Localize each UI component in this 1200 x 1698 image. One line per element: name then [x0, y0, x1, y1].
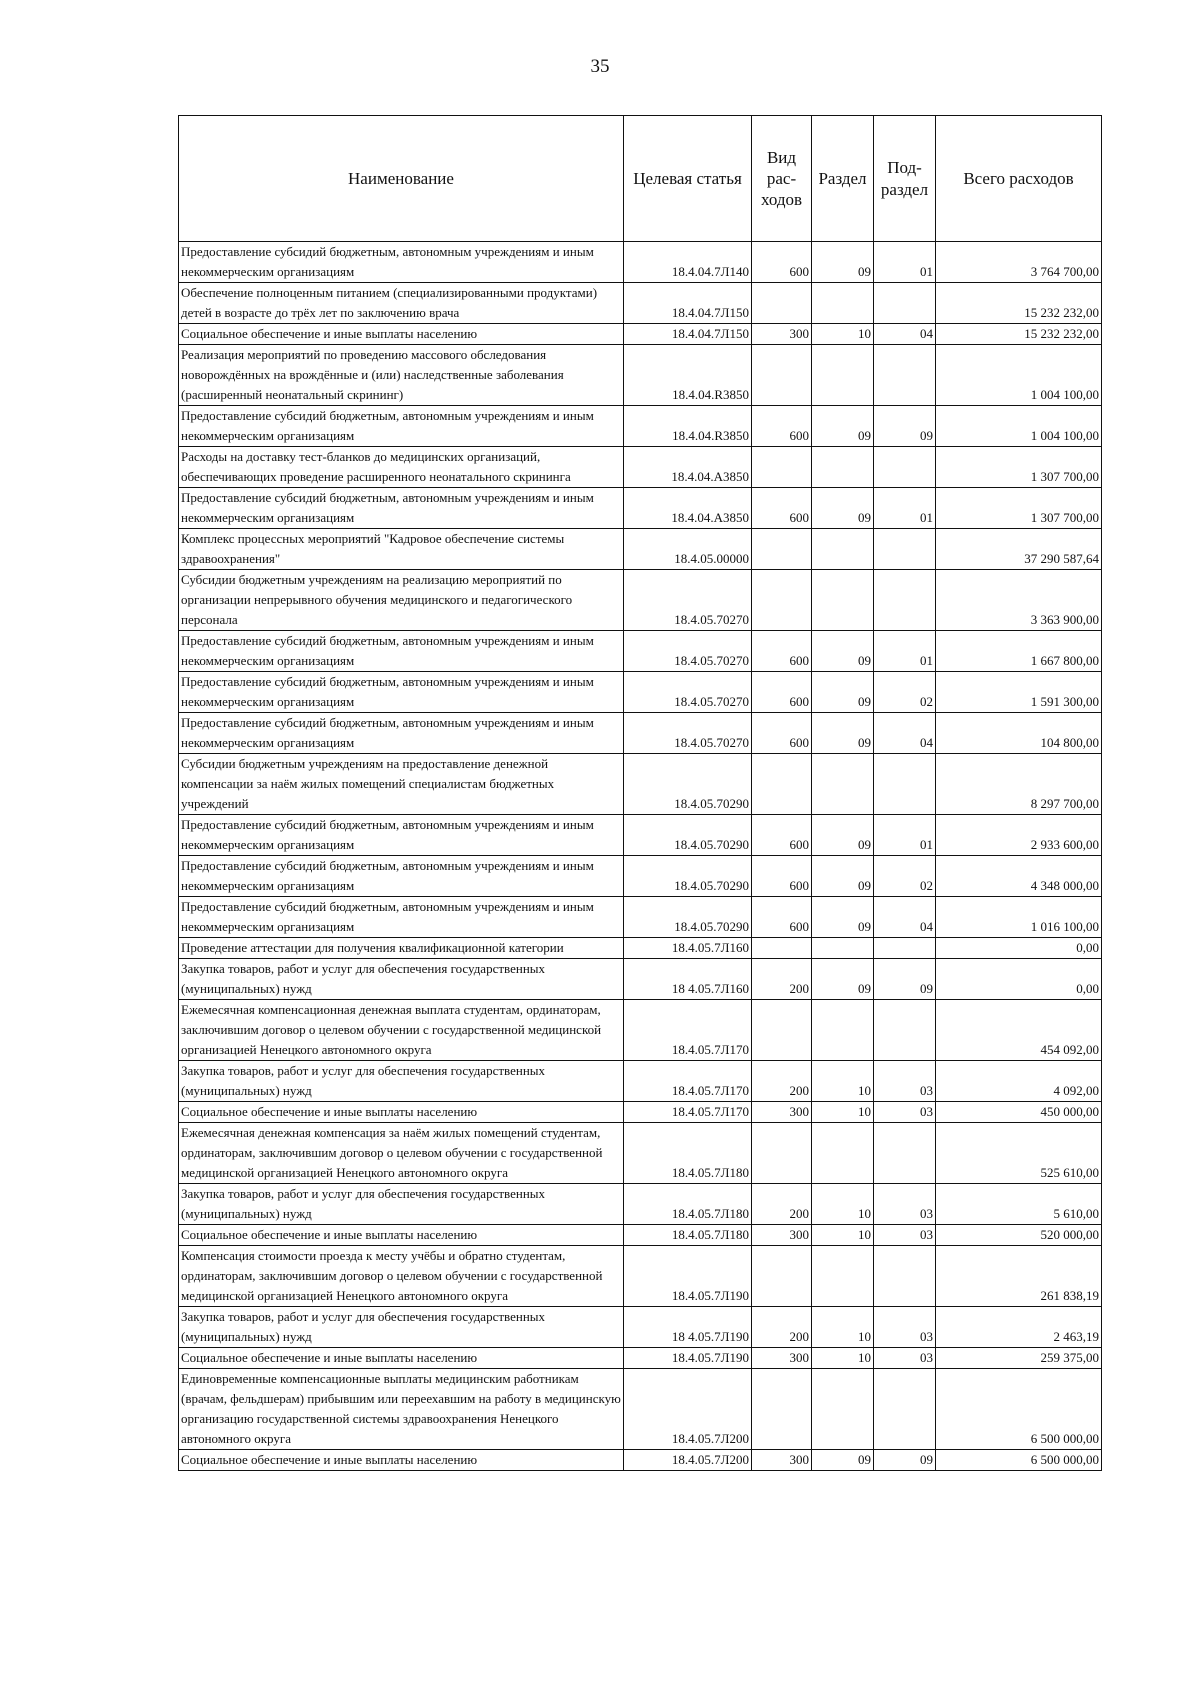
row-name: Закупка товаров, работ и услуг для обеспечения государственных (муниципальных) нужд — [179, 1184, 624, 1225]
row-subsection — [874, 570, 936, 631]
row-section — [812, 1000, 874, 1061]
table-row — [179, 1102, 1102, 1123]
row-name: Предоставление субсидий бюджетным, автономным учреждениям и иным некоммерческим организациям — [179, 815, 624, 856]
row-name: Комплекс процессных мероприятий "Кадровое обеспечение системы здравоохранения" — [179, 529, 624, 570]
row-total: 1 004 100,00 — [936, 406, 1102, 447]
row-section — [812, 1369, 874, 1450]
row-expense-type: 300 — [752, 1102, 812, 1123]
row-total: 3 363 900,00 — [936, 570, 1102, 631]
table-body — [179, 242, 1102, 1471]
row-name: Субсидии бюджетным учреждениям на предоставление денежной компенсации за наём жилых помещений специалистам бюджетных учреждений — [179, 754, 624, 815]
row-section: 09 — [812, 856, 874, 897]
row-target-article: 18.4.05.7Л200 — [624, 1450, 752, 1471]
row-expense-type: 300 — [752, 324, 812, 345]
row-section: 10 — [812, 1184, 874, 1225]
row-total: 4 348 000,00 — [936, 856, 1102, 897]
row-target-article: 18.4.05.70270 — [624, 672, 752, 713]
row-name: Расходы на доставку тест-бланков до медицинских организаций, обеспечивающих проведение расширенного неонатального скрининга — [179, 447, 624, 488]
row-target-article: 18.4.05.70290 — [624, 754, 752, 815]
row-expense-type: 600 — [752, 672, 812, 713]
budget-table-container — [178, 115, 1101, 1471]
row-subsection: 01 — [874, 488, 936, 529]
row-target-article: 18.4.05.70270 — [624, 713, 752, 754]
row-target-article: 18.4.04.7Л150 — [624, 283, 752, 324]
row-expense-type — [752, 1369, 812, 1450]
row-total: 6 500 000,00 — [936, 1369, 1102, 1450]
row-target-article: 18.4.05.70270 — [624, 570, 752, 631]
row-total: 1 016 100,00 — [936, 897, 1102, 938]
row-expense-type: 600 — [752, 897, 812, 938]
row-subsection: 03 — [874, 1102, 936, 1123]
row-target-article: 18.4.04.А3850 — [624, 488, 752, 529]
row-name: Закупка товаров, работ и услуг для обеспечения государственных (муниципальных) нужд — [179, 959, 624, 1000]
header-total: Всего расходов — [936, 116, 1102, 242]
header-row — [179, 116, 1102, 242]
row-subsection: 03 — [874, 1348, 936, 1369]
row-name: Предоставление субсидий бюджетным, автономным учреждениям и иным некоммерческим организациям — [179, 713, 624, 754]
budget-table — [178, 115, 1102, 1471]
row-section: 09 — [812, 242, 874, 283]
row-target-article: 18.4.05.7Л190 — [624, 1348, 752, 1369]
row-target-article: 18.4.05.70290 — [624, 856, 752, 897]
row-expense-type — [752, 1123, 812, 1184]
row-section: 09 — [812, 488, 874, 529]
table-row — [179, 672, 1102, 713]
row-name: Ежемесячная компенсационная денежная выплата студентам, ординаторам, заключившим договор о целевом обучении с государственной медицинской организацией Ненецкого автономного округа — [179, 1000, 624, 1061]
row-expense-type — [752, 938, 812, 959]
row-subsection: 09 — [874, 959, 936, 1000]
table-row — [179, 897, 1102, 938]
row-subsection: 01 — [874, 815, 936, 856]
header-section: Раздел — [812, 116, 874, 242]
row-expense-type: 300 — [752, 1348, 812, 1369]
row-total: 450 000,00 — [936, 1102, 1102, 1123]
row-expense-type — [752, 570, 812, 631]
row-section: 09 — [812, 897, 874, 938]
row-target-article: 18.4.04.7Л150 — [624, 324, 752, 345]
row-section — [812, 570, 874, 631]
row-target-article: 18.4.04.R3850 — [624, 345, 752, 406]
row-total: 2 463,19 — [936, 1307, 1102, 1348]
row-total: 15 232 232,00 — [936, 324, 1102, 345]
row-subsection: 02 — [874, 672, 936, 713]
row-total: 6 500 000,00 — [936, 1450, 1102, 1471]
row-target-article: 18.4.05.70290 — [624, 815, 752, 856]
table-row — [179, 1184, 1102, 1225]
row-name: Социальное обеспечение и иные выплаты населению — [179, 1102, 624, 1123]
row-total: 1 591 300,00 — [936, 672, 1102, 713]
row-target-article: 18.4.05.7Л170 — [624, 1061, 752, 1102]
row-name: Предоставление субсидий бюджетным, автономным учреждениям и иным некоммерческим организациям — [179, 856, 624, 897]
row-expense-type — [752, 1246, 812, 1307]
row-total: 3 764 700,00 — [936, 242, 1102, 283]
row-total: 454 092,00 — [936, 1000, 1102, 1061]
table-row — [179, 1246, 1102, 1307]
row-subsection — [874, 283, 936, 324]
table-row — [179, 938, 1102, 959]
row-subsection: 04 — [874, 713, 936, 754]
row-section: 09 — [812, 713, 874, 754]
row-section — [812, 938, 874, 959]
row-name: Предоставление субсидий бюджетным, автономным учреждениям и иным некоммерческим организациям — [179, 672, 624, 713]
row-section: 10 — [812, 1307, 874, 1348]
row-subsection — [874, 1123, 936, 1184]
row-target-article: 18.4.05.7Л170 — [624, 1102, 752, 1123]
table-row — [179, 1061, 1102, 1102]
row-section — [812, 529, 874, 570]
row-name: Социальное обеспечение и иные выплаты населению — [179, 1450, 624, 1471]
table-row — [179, 324, 1102, 345]
row-target-article: 18 4.05.7Л160 — [624, 959, 752, 1000]
table-row — [179, 1307, 1102, 1348]
row-total: 4 092,00 — [936, 1061, 1102, 1102]
table-row — [179, 488, 1102, 529]
row-target-article: 18.4.04.А3850 — [624, 447, 752, 488]
row-name: Проведение аттестации для получения квалификационной категории — [179, 938, 624, 959]
page-number: 35 — [590, 56, 610, 77]
row-expense-type — [752, 754, 812, 815]
row-target-article: 18.4.05.7Л180 — [624, 1225, 752, 1246]
table-row — [179, 631, 1102, 672]
row-name: Предоставление субсидий бюджетным, автономным учреждениям и иным некоммерческим организациям — [179, 631, 624, 672]
row-subsection — [874, 938, 936, 959]
header-subsection: Под-раздел — [874, 116, 936, 242]
row-total: 104 800,00 — [936, 713, 1102, 754]
row-subsection — [874, 1246, 936, 1307]
row-total: 1 307 700,00 — [936, 488, 1102, 529]
row-expense-type: 600 — [752, 631, 812, 672]
row-section: 10 — [812, 1061, 874, 1102]
row-subsection — [874, 1000, 936, 1061]
row-subsection: 03 — [874, 1061, 936, 1102]
row-target-article: 18.4.05.7Л180 — [624, 1123, 752, 1184]
row-section: 09 — [812, 406, 874, 447]
table-row — [179, 959, 1102, 1000]
table-row — [179, 856, 1102, 897]
row-expense-type — [752, 283, 812, 324]
row-section — [812, 447, 874, 488]
row-name: Реализация мероприятий по проведению массового обследования новорождённых на врождённые и (или) наследственные заболевания (расширенный неонатальный скрининг) — [179, 345, 624, 406]
table-row — [179, 754, 1102, 815]
row-name: Предоставление субсидий бюджетным, автономным учреждениям и иным некоммерческим организациям — [179, 406, 624, 447]
row-subsection — [874, 1369, 936, 1450]
row-section — [812, 283, 874, 324]
table-row — [179, 713, 1102, 754]
row-total: 1 667 800,00 — [936, 631, 1102, 672]
row-name: Закупка товаров, работ и услуг для обеспечения государственных (муниципальных) нужд — [179, 1061, 624, 1102]
header-expense-type: Вид рас-ходов — [752, 116, 812, 242]
row-name: Закупка товаров, работ и услуг для обеспечения государственных (муниципальных) нужд — [179, 1307, 624, 1348]
row-expense-type: 200 — [752, 1307, 812, 1348]
row-total: 37 290 587,64 — [936, 529, 1102, 570]
row-total: 520 000,00 — [936, 1225, 1102, 1246]
row-subsection: 02 — [874, 856, 936, 897]
row-name: Предоставление субсидий бюджетным, автономным учреждениям и иным некоммерческим организациям — [179, 242, 624, 283]
row-subsection: 09 — [874, 406, 936, 447]
row-subsection — [874, 529, 936, 570]
table-row — [179, 1225, 1102, 1246]
row-name: Обеспечение полноценным питанием (специализированными продуктами) детей в возрасте до трёх лет по заключению врача — [179, 283, 624, 324]
row-total: 1 307 700,00 — [936, 447, 1102, 488]
table-row — [179, 283, 1102, 324]
table-row — [179, 1369, 1102, 1450]
row-total: 8 297 700,00 — [936, 754, 1102, 815]
row-subsection: 04 — [874, 897, 936, 938]
row-section — [812, 754, 874, 815]
row-target-article: 18.4.05.7Л170 — [624, 1000, 752, 1061]
row-target-article: 18.4.05.70290 — [624, 897, 752, 938]
row-name: Ежемесячная денежная компенсация за наём жилых помещений студентам, ординаторам, заключившим договор о целевом обучении с государственной медицинской организацией Ненецкого автономного округа — [179, 1123, 624, 1184]
row-total: 2 933 600,00 — [936, 815, 1102, 856]
row-target-article: 18.4.05.7Л190 — [624, 1246, 752, 1307]
row-target-article: 18.4.05.00000 — [624, 529, 752, 570]
row-total: 0,00 — [936, 959, 1102, 1000]
row-section: 09 — [812, 1450, 874, 1471]
row-subsection — [874, 754, 936, 815]
row-name: Компенсация стоимости проезда к месту учёбы и обратно студентам, ординаторам, заключившим договор о целевом обучении с государственной медицинской организацией Ненецкого автономного округа — [179, 1246, 624, 1307]
table-row — [179, 570, 1102, 631]
row-name: Социальное обеспечение и иные выплаты населению — [179, 1348, 624, 1369]
row-expense-type: 200 — [752, 1184, 812, 1225]
row-section: 09 — [812, 672, 874, 713]
row-expense-type: 300 — [752, 1225, 812, 1246]
row-expense-type: 600 — [752, 856, 812, 897]
row-target-article: 18.4.05.70270 — [624, 631, 752, 672]
row-expense-type: 300 — [752, 1450, 812, 1471]
row-expense-type: 600 — [752, 713, 812, 754]
row-expense-type — [752, 1000, 812, 1061]
row-subsection — [874, 345, 936, 406]
row-expense-type: 600 — [752, 815, 812, 856]
table-row — [179, 1000, 1102, 1061]
row-section — [812, 1246, 874, 1307]
row-name: Предоставление субсидий бюджетным, автономным учреждениям и иным некоммерческим организациям — [179, 488, 624, 529]
row-expense-type — [752, 345, 812, 406]
row-subsection: 03 — [874, 1307, 936, 1348]
row-target-article: 18.4.05.7Л200 — [624, 1369, 752, 1450]
row-target-article: 18 4.05.7Л190 — [624, 1307, 752, 1348]
row-target-article: 18.4.04.7Л140 — [624, 242, 752, 283]
table-header — [179, 116, 1102, 242]
row-total: 525 610,00 — [936, 1123, 1102, 1184]
row-section — [812, 1123, 874, 1184]
row-total: 5 610,00 — [936, 1184, 1102, 1225]
row-expense-type: 200 — [752, 959, 812, 1000]
row-subsection: 01 — [874, 631, 936, 672]
row-section: 09 — [812, 815, 874, 856]
table-row — [179, 1123, 1102, 1184]
row-name: Субсидии бюджетным учреждениям на реализацию мероприятий по организации непрерывного обучения медицинского и педагогического персонала — [179, 570, 624, 631]
row-name: Социальное обеспечение и иные выплаты населению — [179, 324, 624, 345]
header-target-article: Целевая статья — [624, 116, 752, 242]
row-expense-type — [752, 529, 812, 570]
row-total: 1 004 100,00 — [936, 345, 1102, 406]
row-section: 10 — [812, 1102, 874, 1123]
row-subsection: 01 — [874, 242, 936, 283]
row-target-article: 18.4.04.R3850 — [624, 406, 752, 447]
row-name: Единовременные компенсационные выплаты медицинским работникам (врачам, фельдшерам) прибывшим или переехавшим на работу в медицинскую организацию государственной системы здравоохранения Ненецкого автономного округа — [179, 1369, 624, 1450]
row-section: 10 — [812, 1348, 874, 1369]
table-row — [179, 529, 1102, 570]
row-expense-type: 600 — [752, 488, 812, 529]
header-name: Наименование — [179, 116, 624, 242]
table-row — [179, 1348, 1102, 1369]
table-row — [179, 406, 1102, 447]
table-row — [179, 345, 1102, 406]
row-section: 10 — [812, 324, 874, 345]
row-total: 261 838,19 — [936, 1246, 1102, 1307]
row-total: 0,00 — [936, 938, 1102, 959]
row-section: 09 — [812, 959, 874, 1000]
row-subsection — [874, 447, 936, 488]
table-row — [179, 447, 1102, 488]
row-expense-type: 600 — [752, 242, 812, 283]
row-subsection: 09 — [874, 1450, 936, 1471]
row-name: Предоставление субсидий бюджетным, автономным учреждениям и иным некоммерческим организациям — [179, 897, 624, 938]
row-section: 10 — [812, 1225, 874, 1246]
row-section: 09 — [812, 631, 874, 672]
row-expense-type — [752, 447, 812, 488]
row-name: Социальное обеспечение и иные выплаты населению — [179, 1225, 624, 1246]
row-total: 15 232 232,00 — [936, 283, 1102, 324]
row-target-article: 18.4.05.7Л180 — [624, 1184, 752, 1225]
table-row — [179, 1450, 1102, 1471]
row-subsection: 03 — [874, 1184, 936, 1225]
row-subsection: 04 — [874, 324, 936, 345]
table-row — [179, 242, 1102, 283]
row-subsection: 03 — [874, 1225, 936, 1246]
row-expense-type: 200 — [752, 1061, 812, 1102]
row-expense-type: 600 — [752, 406, 812, 447]
row-total: 259 375,00 — [936, 1348, 1102, 1369]
table-row — [179, 815, 1102, 856]
row-section — [812, 345, 874, 406]
row-target-article: 18.4.05.7Л160 — [624, 938, 752, 959]
